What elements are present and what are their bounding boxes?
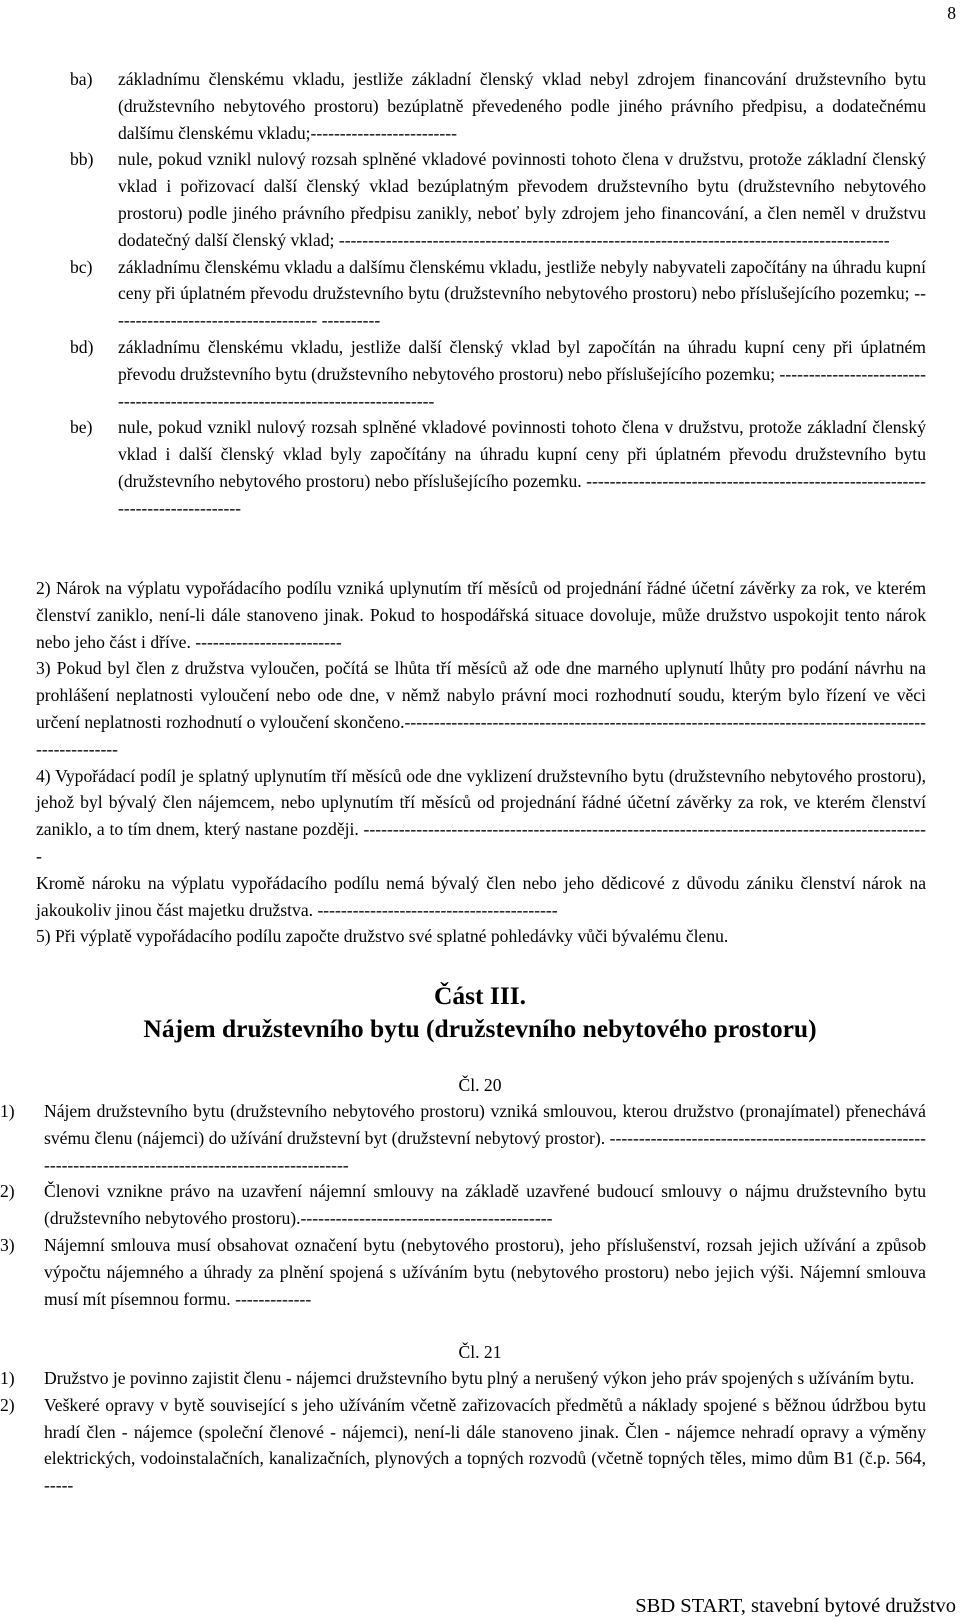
item-text: základnímu členskému vkladu, jestliže další členský vklad byl započítán na úhradu kupní ceny při úplatném převodu družstevního bytu (družstevního nebytového prostoru) nebo příslušejícího pozemku; ------------------------------------------------------------------------------- — [118, 336, 926, 411]
paragraph-block — [36, 575, 926, 950]
article-21-list — [0, 1365, 926, 1499]
item-label: 2) — [0, 1181, 15, 1202]
sub-item-list — [70, 66, 926, 522]
article-21-heading: Čl. 21 — [458, 1342, 502, 1362]
page-number: 8 — [947, 3, 956, 23]
part-subtitle: Nájem družstevního bytu (družstevního nebytového prostoru) — [143, 1014, 817, 1043]
list-item — [70, 66, 926, 146]
item-label: bb) — [70, 149, 94, 170]
list-item — [70, 254, 926, 334]
item-label: 1) — [0, 1101, 15, 1121]
footer: SBD START, stavební bytové družstvo — [635, 1595, 956, 1617]
item-label: 3) — [0, 1234, 15, 1255]
item-text: základnímu členskému vkladu, jestliže základní členský vklad nebyl zdrojem financování družstevního bytu (družstevního nebytového prostoru) bezúplatně převedeného podle jiného právního předpisu, a dodatečnému dalšímu členskému vkladu;------------------------- — [118, 69, 926, 143]
list-item — [0, 1365, 926, 1392]
item-text: Nájem družstevního bytu (družstevního nebytového prostoru) vzniká smlouvou, kterou družstvo (pronajímatel) přenechává svému členu (nájemci) do užívání družstevní byt (družstevní nebytový prostor). ---------------------------------------------------------------------------------------------------------- — [44, 1101, 926, 1175]
item-text: Členovi vznikne právo na uzavření nájemní smlouvy na základě uzavřené budoucí smlouvy o nájmu družstevního bytu (družstevního nebytového prostoru).------------------------------------------- — [44, 1181, 926, 1229]
paragraph: 2) Nárok na výplatu vypořádacího podílu vzniká uplynutím tří měsíců od projednání řádné účetní závěrky za rok, ve kterém členství zaniklo, není-li dále stanoveno jinak. Pokud to hospodářská situace dovoluje, může družstvo uspokojit tento nárok nebo jeho část i dříve. ------------------------- — [36, 578, 926, 652]
paragraph: 5) Při výplatě vypořádacího podílu započte družstvo své splatné pohledávky vůči bývalému členu. — [36, 926, 729, 947]
list-item — [0, 1178, 926, 1232]
list-item — [0, 1392, 926, 1499]
item-text: nule, pokud vznikl nulový rozsah splněné vkladové povinnosti tohoto člena v družstvu, protože základní členský vklad i další členský vklad byly započítány na úhradu kupní ceny při úplatném převodu družstevního bytu (družstevního nebytového prostoru) nebo příslušejícího pozemku. ------------------------------------------------------------------------------- — [118, 417, 926, 518]
item-text: základnímu členskému vkladu a dalšímu členskému vkladu, jestliže nebyly nabyvateli započítány na úhradu kupní ceny při úplatném převodu družstevního bytu (družstevního nebytového prostoru) nebo příslušejícího pozemku; ------------------------------------ ---------- — [118, 256, 926, 331]
item-text: nule, pokud vznikl nulový rozsah splněné vkladové povinnosti tohoto člena v družstvu, protože základní členský vklad i pořizovací další členský vklad bezúplatným převodem družstevního bytu (družstevního nebytového prostoru) podle jiného právního předpisu zanikly, neboť byly zdrojem jeho financování, a člen neměl v družstvu dodatečný další členský vklad; ---------------------------------------------------------------------------------------------- — [118, 149, 926, 250]
list-item — [70, 334, 926, 414]
paragraph: Kromě nároku na výplatu vypořádacího podílu nemá bývalý člen nebo jeho dědicové z důvodu zániku členství nárok na jakoukoliv jinou část majetku družstva. ----------------------------------------- — [36, 872, 926, 920]
article-20-list — [0, 1098, 926, 1312]
item-label: bc) — [70, 256, 93, 277]
item-label: be) — [70, 417, 93, 438]
list-item — [70, 414, 926, 521]
item-text: Nájemní smlouva musí obsahovat označení bytu (nebytového prostoru), jeho příslušenství, rozsah jejich užívání a způsob výpočtu nájemného a úhrady za plnění spojená s užíváním bytu (nebytového prostoru) nebo jejich výši. Nájemní smlouva musí mít písemnou formu. ------------- — [44, 1234, 926, 1309]
paragraph: 4) Vypořádací podíl je splatný uplynutím tří měsíců ode dne vyklizení družstevního bytu (družstevního nebytového prostoru), jehož byl bývalý člen nájemcem, nebo uplynutím tří měsíců od projednání řádné účetní závěrky za rok, ve kterém členství zaniklo, a to tím dnem, který nastane později. ------------------------------------------------------------------------------------------------- — [36, 765, 926, 866]
item-text: Veškeré opravy v bytě související s jeho užíváním včetně zařizovacích předmětů a náklady spojené s běžnou údržbou bytu hradí člen - nájemce (společní členové - nájemci), není-li dále stanoveno jinak. Člen - nájemce nehradí opravy a výměny elektrických, vodoinstalačních, kanalizačních, plynových a topných rozvodů (včetně topných těles, mimo dům B1 (č.p. 564, ----- — [44, 1394, 926, 1496]
item-label: 2) — [0, 1394, 15, 1415]
paragraph: 3) Pokud byl člen z družstva vyloučen, počítá se lhůta tří měsíců až ode dne marného uplynutí lhůty pro podání návrhu na prohlášení neplatnosti vyloučení nebo ode dne, v němž nabylo právní moci rozhodnutí soudu, kterým bylo řízení ve věci určení neplatnosti rozhodnutí o vyloučení skončeno.------------------------------------------------------------------------------------------------------- — [36, 658, 926, 759]
list-item — [0, 1098, 926, 1178]
article-20-heading: Čl. 20 — [458, 1075, 502, 1095]
item-text: Družstvo je povinno zajistit členu - nájemci družstevního bytu plný a nerušený výkon jeho práv spojených s užíváním bytu. — [44, 1368, 915, 1388]
part-title: Část III. — [433, 981, 527, 1010]
item-label: 1) — [0, 1368, 15, 1388]
item-label: ba) — [70, 69, 93, 89]
list-item — [70, 146, 926, 253]
list-item — [0, 1232, 926, 1312]
item-label: bd) — [70, 336, 94, 357]
